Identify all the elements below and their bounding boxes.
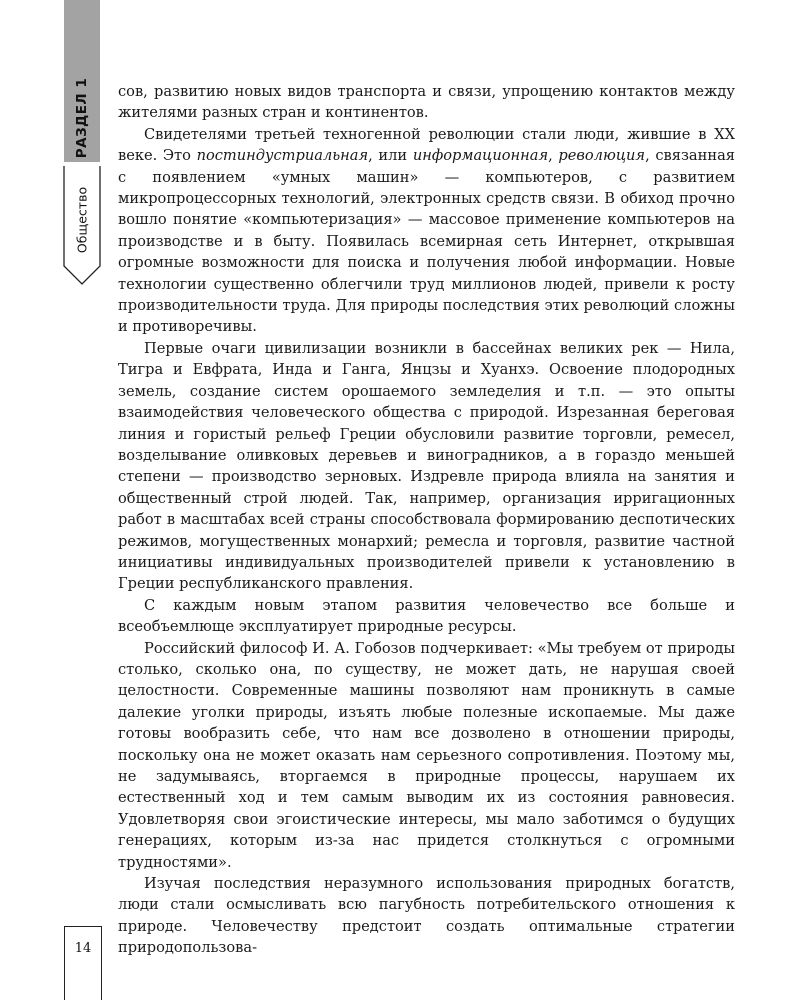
italic-term: информационная xyxy=(412,147,549,165)
text-run: сов, развитию новых видов транспорта и связи, упрощению контактов между жителями разных стран и континентов. xyxy=(118,83,735,122)
paragraph xyxy=(118,873,735,959)
page-number-box xyxy=(64,926,102,1000)
text-run: Российский философ И. А. Гобозов подчеркивает: «Мы требуем от природы столько, сколько она, по существу, не может дать, не нарушая своей целостности. Современные машины позволяют нам проникнуть в самые далекие уголки природы, изъять любые полезные ископаемые. Мы даже готовы вообразить себе, что нам все дозволено в отношении природы, поскольку она не может оказать нам серьезного сопротивления. Поэтому мы, не задумываясь, вторгаемся в природные процессы, нарушаем их естественный ход и тем самым выводим их из состояния равновесия. Удовлетворяя свои эгоистические интересы, мы мало заботимся о будущих генерациях, которым из-за нас придется столкнуться с огромными трудностями». xyxy=(118,639,735,871)
body-text xyxy=(118,81,735,959)
section-label: РАЗДЕЛ 1 xyxy=(74,77,90,159)
text-run: Изучая последствия неразумного использования природных богатств, люди стали осмысливать всю пагубность потребительского отношения к природе. Человечеству предстоит создать оптимальные стратегии природопользова- xyxy=(118,875,735,957)
italic-term: революция xyxy=(558,147,646,165)
text-run: С каждым новым этапом развития человечество все больше и всеобъемлюще эксплуатирует природные ресурсы. xyxy=(118,596,735,636)
paragraph xyxy=(118,81,735,124)
paragraph xyxy=(118,124,735,338)
italic-term: постиндустриальная xyxy=(196,147,369,165)
text-run: , или xyxy=(368,147,413,165)
text-run: , xyxy=(548,147,559,165)
page-number: 14 xyxy=(74,941,92,956)
text-run: Первые очаги цивилизации возникли в бассейнах великих рек — Нила, Тигра и Евфрата, Инда и Ганга, Янцзы и Хуанхэ. Освоение плодородных земель, создание систем орошаемого земледелия и т.п. — это опыты взаимодействия человеческого общества с природой. Изрезанная береговая линия и гористый рельеф Греции обусловили развитие торговли, ремесел, возделывание оливковых деревьев и виноградников, а в гораздо меньшей степени — производство зерновых. Издревле природа влияла на занятия и общественный строй людей. Так, например, организация ирригационных работ в масштабах всей страны способствовала формированию деспотических режимов, могущественных монархий; ремесла и торговля, развитие частной инициативы индивидуальных производителей привели к установлению в Греции республиканского правления. xyxy=(118,339,735,593)
paragraph xyxy=(118,338,735,595)
text-run: , связанная с появлением «умных машин» — компьютеров, с развитием микропроцессорных технологий, электронных средств связи. В обиход прочно вошло понятие «компьютеризация» — массовое применение компьютеров на производстве и в быту. Появилась всемирная сеть Интернет, открывшая огромные возможности для поиска и получения любой информации. Новые технологии существенно облегчили труд миллионов людей, привели к росту производительности труда. Для природы последствия этих революций сложны и противоречивы. xyxy=(118,147,735,336)
paragraph xyxy=(118,595,735,638)
topic-label: Общество xyxy=(74,186,90,254)
paragraph xyxy=(118,638,735,873)
text-run: Свидетелями третьей техногенной революции стали люди, жившие в XX веке. Это xyxy=(118,125,735,165)
